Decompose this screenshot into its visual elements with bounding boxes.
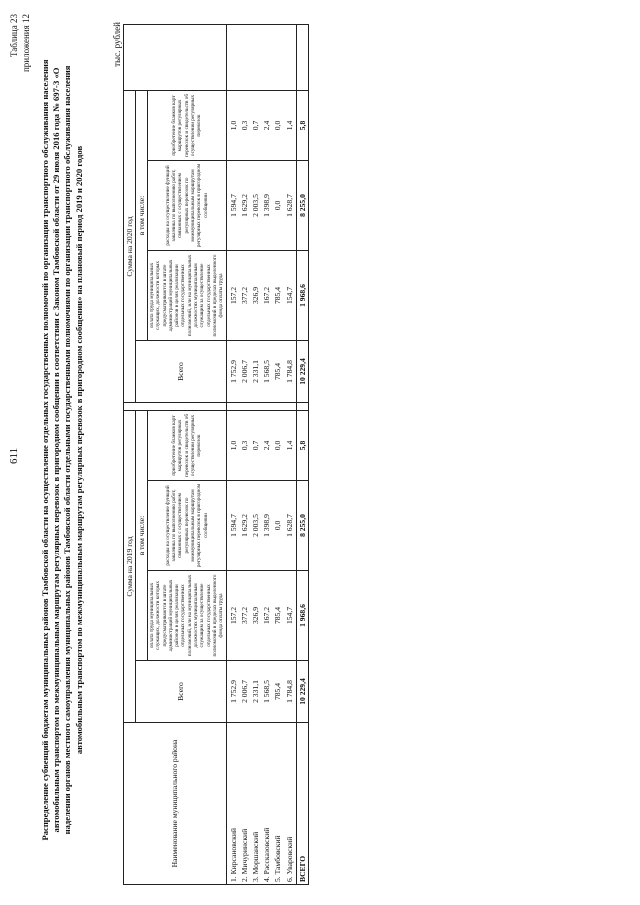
total-sum-2019: 10 229,4 [296,661,308,723]
header-total-2020: Всего [136,341,227,403]
value-expenses-2020: 0,0 [273,200,283,211]
header-maps-2019: приобретение бланков карт маршрутов регулярных перевозок и свидетельств об осуществлении регулярных перевозок [148,411,227,481]
header-wages-2020: оплата труда муниципальных служащих, должности которых предусматриваются в штате администраций муниципальных районов в целях реализации отдельных государственных полномочий, или на муниципальных должностях муниципальным служащим за осуществление отдельных государственных полномочий в пределах выделенного фонда оплаты труда [148,251,227,341]
value-maps-2020: 0,0 [273,120,283,131]
table-ref-line2: приложения 12 [21,14,31,73]
header-total-2019: Всего [136,661,227,723]
value-total-2019: 785,4 [273,682,283,701]
value-expenses-2019: 1 398,9 [262,514,272,537]
maps-2020-cell [226,91,296,161]
value-wages-2019: 154,7 [284,606,294,625]
header-wages-2019: оплата труда муниципальных служащих, должности которых предусматриваются в штате администраций муниципальных районов в целях реализации отдельных государственных полномочий, или на муниципальных должностях муниципальным служащим за осуществление отдельных государственных полномочий в пределах выделенного фонда оплаты труда [148,571,227,661]
table-total-row [296,25,308,885]
district-name: 6. Уваровский [284,836,294,882]
maps-2019-cell [226,411,296,481]
header-including-2020: в том числе: [136,91,148,341]
spacer-right [124,25,227,91]
header-expenses-2020: расходы на осуществление функций заказчика по выполнению работ, связанных с осуществлением регулярных перевозок по межмуниципальным маршрутам регулярных перевозок в пригородном сообщении [148,161,227,251]
header-expenses-2019: расходы на осуществление функций заказчика по выполнению работ, связанных с осуществлением регулярных перевозок по межмуниципальным маршрутам регулярных перевозок в пригородном сообщении [148,481,227,571]
value-expenses-2020: 1 628,7 [284,194,294,217]
value-expenses-2020: 1 398,9 [262,194,272,217]
spacer-cell-right [296,25,308,91]
total-maps-2019: 5,8 [296,411,308,481]
value-total-2019: 1 752,9 [228,680,238,703]
value-maps-2019: 0,7 [250,440,260,451]
district-names-cell [226,723,296,885]
value-expenses-2020: 1 629,2 [239,194,249,217]
wages-2019-cell [226,571,296,661]
value-maps-2019: 1,0 [228,440,238,451]
spacer-column [124,403,227,411]
district-name: 1. Кирсановский [228,828,238,882]
total-2019-cell [226,661,296,723]
wages-2020-cell [226,251,296,341]
value-wages-2020: 154,7 [284,286,294,305]
value-maps-2019: 0,0 [273,440,283,451]
value-total-2020: 2 006,7 [239,360,249,383]
value-wages-2020: 167,2 [262,286,272,305]
district-name: 4. Рассказовский [262,827,272,882]
value-maps-2019: 1,4 [284,440,294,451]
district-name: 3. Моршанский [250,831,260,882]
page-number: 611 [8,447,20,464]
value-expenses-2019: 2 003,5 [250,514,260,537]
value-total-2020: 2 331,1 [250,360,260,383]
value-maps-2020: 1,4 [284,120,294,131]
value-expenses-2019: 0,0 [273,520,283,531]
value-maps-2020: 0,3 [239,120,249,131]
value-total-2019: 2 006,7 [239,680,249,703]
units-label: тыс. рублей [112,22,122,67]
value-total-2020: 1 784,8 [284,360,294,383]
value-total-2020: 785,4 [273,362,283,381]
value-wages-2019: 785,4 [273,606,283,625]
header-including-2019: в том числе: [136,411,148,661]
total-maps-2020: 5,8 [296,91,308,161]
value-maps-2019: 2,4 [262,440,272,451]
spacer-cell [226,403,296,411]
table-ref-line1: Таблица 23 [9,14,19,57]
header-district-name: Наименование муниципального района [124,723,227,885]
value-expenses-2019: 1 629,2 [239,514,249,537]
value-total-2019: 1 784,8 [284,680,294,703]
value-total-2019: 1 568,5 [262,680,272,703]
district-name: 5. Тамбовский [273,835,283,882]
spacer-cell-right [226,25,296,91]
value-expenses-2020: 1 594,7 [228,194,238,217]
value-total-2020: 1 752,9 [228,360,238,383]
value-wages-2020: 157,2 [228,286,238,305]
subvention-table [123,24,309,885]
document-title: Распределение субвенций бюджетам муниципальных районов Тамбовской области на осуществление отдельных государственных полномочий по организации транспортного обслуживания населения автомобильным транспортом по межмуниципальным маршрутам регулярных перевозок в пригородном сообщении в соответствии с Законом Тамбовской области от 29 июля 2016 года № 697-З «О наделении органов местного самоуправления муниципальных районов Тамбовской области отдельными государственными полномочиями по организации транспортного обслуживания населения автомобильным транспортом по межмуниципальным маршрутам регулярных перевозок в пригородном сообщении» на плановый период 2019 и 2020 годов [40,59,84,841]
value-wages-2019: 377,2 [239,606,249,625]
total-wages-2019: 1 968,6 [296,571,308,661]
total-label: ВСЕГО [296,723,308,885]
value-wages-2019: 167,2 [262,606,272,625]
total-wages-2020: 1 968,6 [296,251,308,341]
value-maps-2020: 2,4 [262,120,272,131]
value-maps-2020: 0,7 [250,120,260,131]
value-expenses-2019: 1 594,7 [228,514,238,537]
value-wages-2019: 157,2 [228,606,238,625]
header-sum-2020: Сумма на 2020 год [124,91,136,403]
value-wages-2020: 326,9 [250,286,260,305]
header-maps-2020: приобретение бланков карт маршрутов регулярных перевозок и свидетельств об осуществлении регулярных перевозок [148,91,227,161]
value-wages-2020: 377,2 [239,286,249,305]
table-data-block [226,25,296,885]
table-reference [8,14,32,72]
district-name: 2. Мичуринский [239,828,249,882]
value-total-2019: 2 331,1 [250,680,260,703]
value-wages-2019: 326,9 [250,606,260,625]
value-maps-2019: 0,3 [239,440,249,451]
total-expenses-2020: 8 255,0 [296,161,308,251]
total-sum-2020: 10 229,4 [296,341,308,403]
header-sum-2019: Сумма на 2019 год [124,411,136,723]
spacer-cell [296,403,308,411]
total-expenses-2019: 8 255,0 [296,481,308,571]
expenses-2020-cell [226,161,296,251]
value-wages-2020: 785,4 [273,286,283,305]
value-expenses-2020: 2 003,5 [250,194,260,217]
value-maps-2020: 1,0 [228,120,238,131]
value-total-2020: 1 568,5 [262,360,272,383]
total-2020-cell [226,341,296,403]
value-expenses-2019: 1 628,7 [284,514,294,537]
expenses-2019-cell [226,481,296,571]
